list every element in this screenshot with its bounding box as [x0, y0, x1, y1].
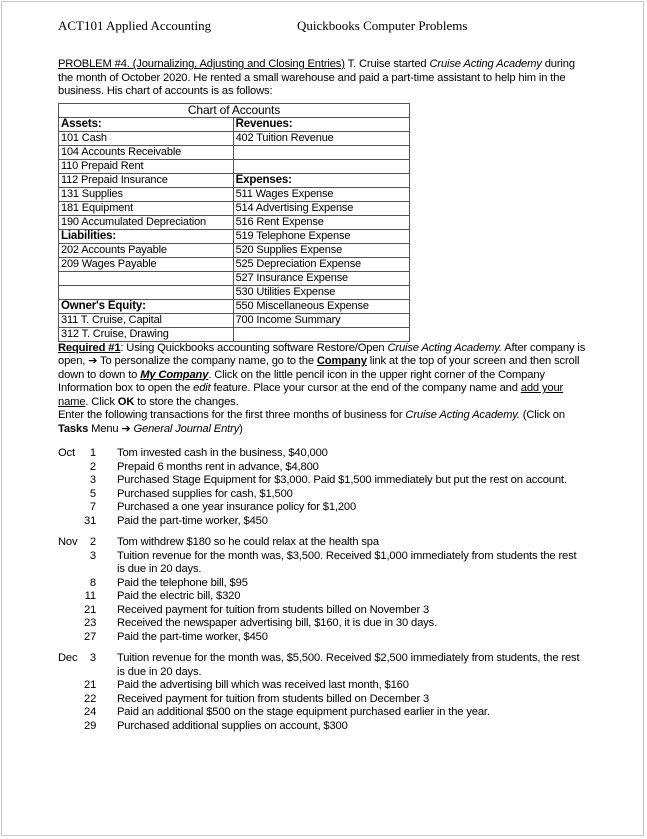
coa-right-cell: 527 Insurance Expense	[233, 271, 409, 285]
coa-left-cell: 190 Accumulated Depreciation	[59, 215, 234, 229]
coa-row	[59, 257, 410, 271]
coa-right-cell: 525 Depreciation Expense	[233, 257, 409, 271]
problem-intro	[58, 58, 588, 99]
transaction-day: 21	[84, 603, 97, 616]
transaction-month	[58, 679, 84, 693]
coa-row	[59, 173, 410, 187]
tasks-menu-label: Tasks	[58, 422, 89, 435]
transaction-day: 1	[89, 447, 96, 459]
coa-right-cell: 530 Utilities Expense	[233, 285, 409, 299]
transaction-month	[58, 550, 84, 577]
arrow-icon: ➔	[88, 355, 98, 367]
transaction-month	[58, 461, 84, 475]
coa-left-cell: 104 Accounts Receivable	[59, 145, 234, 159]
transaction-month	[58, 515, 84, 529]
transaction-description: Paid the electric bill, $320	[117, 590, 241, 602]
coa-row	[59, 299, 410, 313]
transaction-row	[58, 720, 588, 734]
transaction-month: Nov	[58, 536, 78, 548]
document-page	[1, 1, 644, 836]
transaction-month	[58, 720, 84, 734]
coa-row	[59, 187, 410, 201]
transaction-day: 21	[84, 679, 97, 691]
transaction-row	[58, 474, 588, 488]
required-label: Required #1	[58, 341, 121, 354]
transaction-description: Prepaid 6 months rent in advance, $4,800	[117, 460, 319, 473]
transaction-description: Purchased a one year insurance policy for $1,200	[117, 501, 357, 513]
transaction-description: Received the newspaper advertising bill, $160, it is due in 30 days.	[117, 617, 438, 629]
transaction-list	[58, 447, 588, 733]
general-journal-entry-label: General Journal Entry	[130, 422, 240, 435]
required-text: to store the changes.	[134, 395, 239, 408]
company-name: Cruise Acting Academy	[429, 58, 542, 70]
required-instructions	[58, 342, 588, 410]
coa-right-cell: 516 Rent Expense	[233, 215, 409, 229]
coa-left-cell: 101 Cash	[59, 131, 234, 145]
transaction-row	[58, 652, 588, 679]
transaction-description: Purchased supplies for cash, $1,500	[117, 487, 293, 500]
arrow-icon: ➔	[121, 422, 131, 435]
transaction-row	[58, 631, 588, 645]
transaction-row	[58, 617, 588, 631]
coa-left-cell: Owner's Equity:	[59, 299, 234, 313]
transaction-day: 2	[89, 460, 96, 473]
coa-right-cell	[233, 327, 409, 341]
transaction-month	[58, 474, 84, 488]
transaction-day: 22	[84, 692, 97, 705]
transaction-day: 2	[89, 536, 96, 548]
coa-right-cell	[233, 159, 409, 173]
my-company-link: My Company	[140, 368, 209, 381]
problem-text: during the month of October 2020. He rented a small warehouse and paid a part-time assistant to help him in the business. His chart of accounts is as follows:	[58, 58, 575, 97]
chart-of-accounts-table	[58, 103, 410, 342]
transaction-description: Received payment for tuition from students billed on November 3	[117, 603, 430, 616]
transaction-month	[58, 604, 84, 618]
required-text: . Click on the little pencil icon in the upper right corner of the Company Information box to open the	[58, 368, 545, 394]
coa-right-cell: Revenues:	[233, 117, 409, 131]
transaction-month	[58, 617, 84, 631]
transaction-month	[58, 488, 84, 502]
transaction-month: Oct	[58, 447, 75, 459]
coa-row	[59, 327, 410, 341]
transaction-month: Dec	[58, 652, 78, 664]
coa-left-cell: 202 Accounts Payable	[59, 243, 234, 257]
transaction-day: 3	[89, 549, 96, 562]
coa-left-cell: 312 T. Cruise, Drawing	[59, 327, 234, 341]
required-text: link at the top of your screen and then scroll down to down to	[58, 355, 580, 381]
transaction-month	[58, 577, 84, 591]
transaction-row	[58, 536, 588, 550]
transaction-day: 27	[84, 630, 97, 643]
coa-left-cell: 112 Prepaid Insurance	[59, 173, 234, 187]
coa-left-cell	[59, 285, 234, 299]
transaction-day: 31	[84, 514, 97, 527]
coa-row	[59, 117, 410, 131]
transaction-day: 8	[89, 576, 96, 589]
transaction-description: Tuition revenue for the month was, $5,500. Received $2,500 immediately from students, the rest is due in 20 days.	[117, 652, 580, 678]
transaction-instructions	[58, 409, 588, 436]
required-text: After company is open,	[58, 341, 586, 367]
course-title: ACT101 Applied Accounting	[58, 18, 212, 33]
chart-of-accounts-body	[59, 117, 410, 341]
transaction-row	[58, 706, 588, 720]
transaction-day: 29	[84, 719, 97, 732]
transaction-description: Paid the telephone bill, $95	[117, 576, 248, 589]
coa-row	[59, 145, 410, 159]
transaction-month	[58, 693, 84, 707]
document-body	[58, 58, 588, 741]
coa-right-cell: 402 Tuition Revenue	[233, 131, 409, 145]
transaction-row	[58, 679, 588, 693]
coa-row	[59, 243, 410, 257]
transaction-day: 23	[84, 617, 97, 629]
instructions-text: Enter the following transactions for the first three months of business for	[58, 409, 406, 421]
transaction-description: Tom withdrew $180 so he could relax at the health spa	[117, 536, 379, 548]
instructions-text: )	[239, 422, 243, 435]
transaction-row	[58, 488, 588, 502]
transaction-day: 11	[84, 590, 96, 602]
coa-row	[59, 131, 410, 145]
coa-left-cell: 131 Supplies	[59, 187, 234, 201]
coa-left-cell: Liabilities:	[59, 229, 234, 243]
add-your-name: add your name	[58, 382, 564, 408]
coa-row	[59, 215, 410, 229]
coa-right-cell: 511 Wages Expense	[233, 187, 409, 201]
coa-right-cell: Expenses:	[233, 173, 409, 187]
instructions-text: Menu	[88, 422, 122, 435]
coa-left-cell: 209 Wages Payable	[59, 257, 234, 271]
document-title: Quickbooks Computer Problems	[297, 18, 468, 33]
coa-row	[59, 159, 410, 173]
coa-left-cell: 181 Equipment	[59, 201, 234, 215]
transaction-month	[58, 631, 84, 645]
coa-right-cell: 700 Income Summary	[233, 313, 409, 327]
transaction-description: Paid an additional $500 on the stage equipment purchased earlier in the year.	[117, 706, 490, 718]
instructions-text: (Click on	[519, 409, 565, 421]
transaction-row	[58, 501, 588, 515]
coa-row	[59, 271, 410, 285]
transaction-month	[58, 706, 84, 720]
chart-of-accounts-title: Chart of Accounts	[59, 103, 410, 117]
coa-left-cell	[59, 271, 234, 285]
transaction-row	[58, 447, 588, 461]
required-text: : Using Quickbooks accounting software Restore/Open	[120, 341, 388, 354]
coa-row	[59, 201, 410, 215]
coa-right-cell: 520 Supplies Expense	[233, 243, 409, 257]
transaction-month	[58, 590, 84, 604]
edit-feature: edit	[193, 382, 211, 394]
transaction-row	[58, 693, 588, 707]
company-name: Cruise Acting Academy.	[387, 341, 502, 354]
coa-left-cell: Assets:	[59, 117, 234, 131]
transaction-description: Received payment for tuition from students billed on December 3	[117, 692, 430, 705]
transaction-description: Tuition revenue for the month was, $3,500. Received $1,000 immediately from students the rest is due in 20 days.	[117, 549, 577, 575]
transaction-description: Paid the part-time worker, $450	[117, 514, 268, 527]
coa-row	[59, 313, 410, 327]
company-name: Cruise Acting Academy.	[405, 409, 520, 421]
month-group	[58, 447, 588, 528]
coa-right-cell: 550 Miscellaneous Expense	[233, 299, 409, 313]
coa-right-cell: 519 Telephone Expense	[233, 229, 409, 243]
company-link: Company	[316, 355, 367, 367]
transaction-row	[58, 515, 588, 529]
transaction-row	[58, 550, 588, 577]
transaction-day: 3	[89, 474, 96, 486]
transaction-row	[58, 604, 588, 618]
ok-label: OK	[117, 395, 135, 408]
transaction-day: 7	[89, 501, 96, 513]
coa-row	[59, 285, 410, 299]
coa-left-cell: 110 Prepaid Rent	[59, 159, 234, 173]
transaction-day: 3	[89, 652, 96, 664]
coa-right-cell: 514 Advertising Expense	[233, 201, 409, 215]
transaction-row	[58, 461, 588, 475]
transaction-day: 5	[89, 487, 96, 500]
required-text: . Click	[85, 395, 118, 408]
transaction-month	[58, 501, 84, 515]
transaction-description: Paid the advertising bill which was received last month, $160	[117, 679, 409, 691]
month-group	[58, 652, 588, 733]
month-group	[58, 536, 588, 644]
transaction-row	[58, 590, 588, 604]
problem-label: PROBLEM #4. (Journalizing, Adjusting and Closing Entries)	[58, 58, 345, 70]
transaction-day: 24	[84, 706, 97, 718]
transaction-description: Purchased Stage Equipment for $3,000. Paid $1,500 immediately but put the rest on account.	[117, 474, 567, 486]
coa-row	[59, 229, 410, 243]
required-text: To personalize the company name, go to the	[97, 355, 317, 367]
transaction-description: Paid the part-time worker, $450	[117, 630, 268, 643]
transaction-row	[58, 577, 588, 591]
transaction-description: Tom invested cash in the business, $40,000	[117, 447, 328, 459]
problem-text: T. Cruise started	[344, 58, 430, 70]
required-text: feature. Place your cursor at the end of the company name and	[210, 382, 521, 394]
coa-left-cell: 311 T. Cruise, Capital	[59, 313, 234, 327]
transaction-description: Purchased additional supplies on account, $300	[117, 719, 348, 732]
coa-right-cell	[233, 145, 409, 159]
